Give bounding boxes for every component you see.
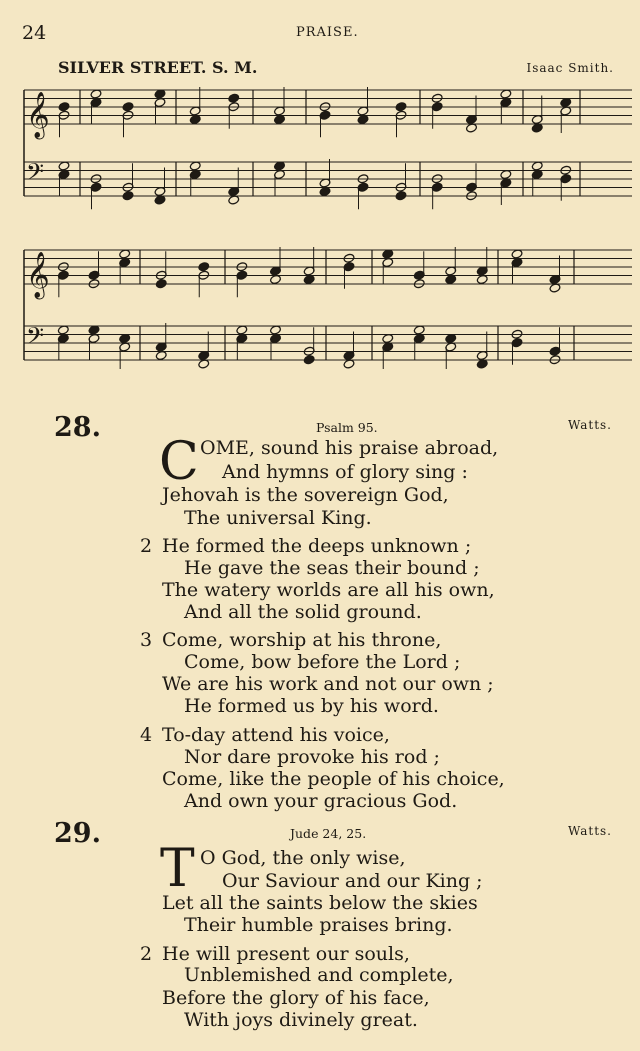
page-number: 24	[22, 22, 47, 44]
verse-line: Jehovah is the sovereign God,	[162, 484, 449, 506]
music-score	[0, 78, 640, 398]
verse-line: Nor dare provoke his rod ;	[184, 746, 440, 768]
note-head	[303, 355, 315, 365]
treble-clef-icon: 𝄞	[26, 92, 50, 138]
verse-line: Come, worship at his throne,	[162, 629, 442, 651]
note-head	[58, 102, 70, 112]
note-head	[122, 191, 134, 201]
stanza-number: 4	[140, 724, 153, 746]
tune-composer: Isaac Smith.	[526, 61, 614, 75]
note-head	[122, 102, 134, 112]
verse-line: Come, bow before the Lord ;	[184, 651, 461, 673]
verse-line: He will present our souls,	[162, 943, 410, 965]
hymn-author: Watts.	[567, 418, 612, 432]
verse-line: Let all the saints below the skies	[162, 892, 478, 914]
verse-line: Unblemished and complete,	[184, 964, 454, 986]
note-head	[395, 191, 407, 201]
scripture-reference: Psalm 95.	[316, 420, 378, 435]
verse-line: Come, like the people of his choice,	[162, 768, 505, 790]
verse-line: Before the glory of his face,	[162, 987, 430, 1009]
bass-clef-icon: 𝄢	[26, 158, 45, 191]
verse-line: And all the solid ground.	[184, 601, 422, 623]
verse-line: O God, the only wise,	[200, 847, 406, 869]
verse-line: The watery worlds are all his own,	[162, 579, 495, 601]
stanza-number: 2	[140, 535, 153, 557]
scripture-reference: Jude 24, 25.	[290, 826, 367, 841]
verse-line: And own your gracious God.	[184, 790, 458, 812]
stanza-number: 3	[140, 629, 153, 651]
hymn-author: Watts.	[567, 824, 612, 838]
verse-line: He gave the seas their bound ;	[184, 557, 480, 579]
note-head	[395, 102, 407, 112]
verse-line: And hymns of glory sing :	[222, 461, 468, 483]
verse-line: With joys divinely great.	[184, 1009, 418, 1031]
verse-line: To-day attend his voice,	[162, 724, 390, 746]
treble-clef-icon: 𝄞	[26, 252, 50, 298]
verse-line: We are his work and not our own ;	[162, 673, 494, 695]
verse-line: OME, sound his praise abroad,	[200, 437, 499, 459]
running-head: PRAISE.	[296, 25, 359, 40]
verse-line: Their humble praises bring.	[184, 914, 453, 936]
note-head	[228, 93, 240, 103]
verse-line: Our Saviour and our King ;	[222, 870, 483, 892]
hymn-number: 29.	[54, 818, 101, 849]
drop-cap: C	[159, 432, 199, 492]
tune-name: SILVER STREET. S. M.	[58, 58, 258, 77]
verse-line: He formed the deeps unknown ;	[162, 535, 472, 557]
stanza-number: 2	[140, 943, 153, 965]
verse-line: The universal King.	[184, 507, 372, 529]
bass-clef-icon: 𝄢	[26, 322, 45, 355]
verse-line: He formed us by his word.	[184, 695, 439, 717]
note-head	[198, 262, 210, 272]
drop-cap: T	[160, 839, 195, 899]
note-head	[155, 279, 167, 289]
hymn-number: 28.	[54, 412, 101, 443]
